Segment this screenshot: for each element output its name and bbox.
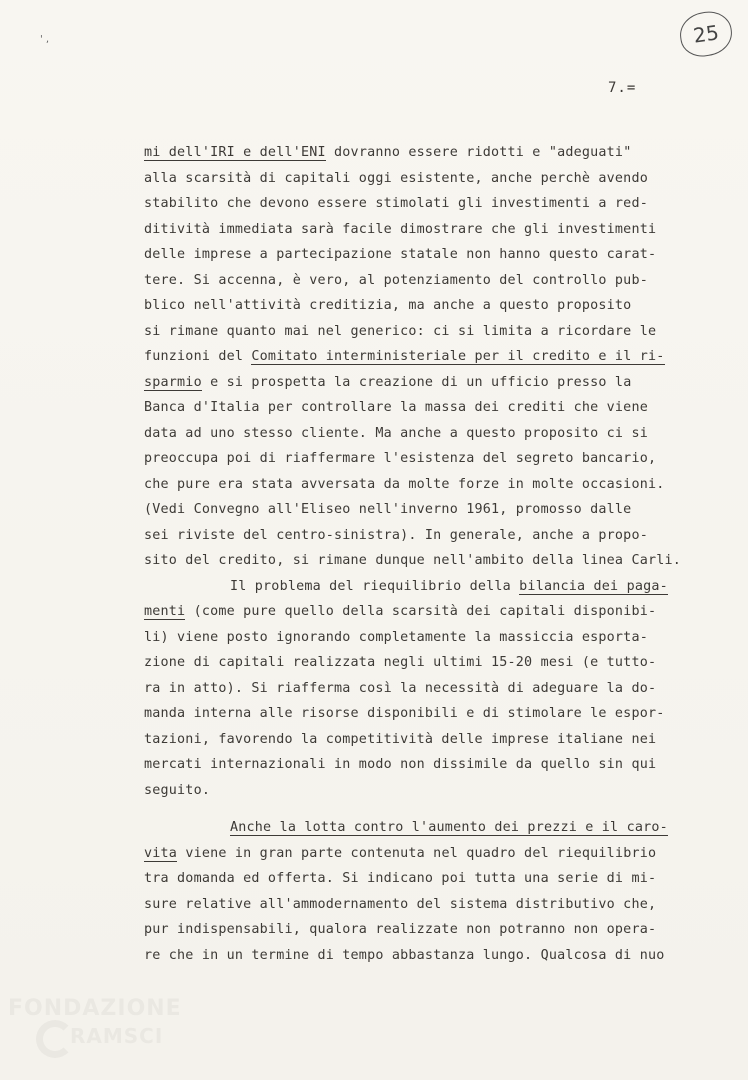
text-line — [144, 841, 704, 867]
text-segment: delle imprese a partecipazione statale non hanno questo carat- — [144, 247, 657, 262]
text-segment: ditività immediata sarà facile dimostrare che gli investimenti — [144, 221, 657, 237]
text-segment: sure relative all'ammodernamento del sistema distributivo che, — [144, 896, 657, 912]
text-segment: data ad uno stesso cliente. Ma anche a questo proposito ci si — [144, 425, 648, 441]
text-segment: Il problema del riequilibrio della — [230, 578, 520, 594]
underlined-text: sparmio — [144, 374, 202, 390]
text-segment: sei riviste del centro-sinistra). In generale, anche a propo- — [144, 527, 648, 543]
text-line — [144, 268, 704, 294]
underlined-text: menti — [144, 604, 186, 619]
text-segment: si rimane quanto mai nel generico: ci si limita a ricordare le — [144, 323, 657, 339]
watermark-bottom: RAMSCI — [70, 1024, 164, 1048]
corner-marks: ' , — [40, 34, 50, 45]
stamp-number: 25 — [691, 20, 721, 48]
text-line — [144, 815, 704, 841]
document-body — [144, 140, 704, 968]
underlined-text: mi dell'IRI e dell'ENI — [144, 145, 326, 160]
text-segment: li) viene posto ignorando completamente la massiccia esporta- — [144, 629, 648, 645]
text-segment: stabilito che devono essere stimolati gli investimenti a red- — [144, 196, 648, 211]
text-line — [144, 599, 704, 625]
underlined-text: Anche la lotta contro l'aumento dei prezzi e il caro- — [230, 820, 668, 835]
text-segment: (come pure quello della scarsità dei capitali disponibi- — [185, 604, 657, 619]
text-line — [144, 892, 704, 918]
text-line — [144, 446, 704, 472]
text-line — [144, 472, 704, 498]
text-line — [144, 866, 704, 892]
text-line — [144, 523, 704, 549]
text-line — [144, 395, 704, 421]
text-line — [144, 166, 704, 192]
text-segment: preoccupa poi di riaffermare l'esistenza del segreto bancario, — [144, 451, 657, 466]
text-line — [144, 242, 704, 268]
watermark-g-logo-icon — [36, 1020, 74, 1058]
text-segment: manda interna alle risorse disponibili e di stimolare le espor- — [144, 706, 665, 721]
text-line — [144, 676, 704, 702]
text-segment: che pure era stata avversata da molte forze in molte occasioni. — [144, 476, 665, 492]
text-line — [144, 497, 704, 523]
text-segment: Banca d'Italia per controllare la massa dei crediti che viene — [144, 400, 648, 415]
text-line — [144, 650, 704, 676]
text-line — [144, 943, 704, 969]
text-segment: blico nell'attività creditizia, ma anche a questo proposito — [144, 298, 632, 313]
fondazione-gramsci-watermark — [8, 996, 208, 1066]
text-segment: sito del credito, si rimane dunque nell'ambito della linea Carli. — [144, 553, 682, 568]
text-line — [144, 319, 704, 345]
text-line — [144, 370, 704, 396]
text-line — [144, 293, 704, 319]
text-line — [144, 625, 704, 651]
text-segment: zione di capitali realizzata negli ultimi 15-20 mesi (e tutto- — [144, 655, 657, 670]
text-line — [144, 421, 704, 447]
text-segment: mercati internazionali in modo non dissimile da quello sin qui — [144, 757, 657, 772]
text-segment: re che in un termine di tempo abbastanza lungo. Qualcosa di nuo — [144, 947, 665, 963]
underlined-text: bilancia dei paga- — [519, 578, 668, 594]
text-segment: dovranno essere ridotti e "adeguati" — [325, 145, 632, 160]
text-line — [144, 140, 704, 166]
text-segment: viene in gran parte contenuta nel quadro del riequilibrio — [177, 845, 657, 861]
text-segment: e si prospetta la creazione di un ufficio presso la — [201, 374, 632, 390]
text-segment: ra in atto). Si riafferma così la necessità di adeguare la do- — [144, 680, 657, 696]
text-line — [144, 191, 704, 217]
text-line — [144, 344, 704, 370]
text-segment: funzioni del — [144, 349, 252, 364]
text-line — [144, 752, 704, 778]
text-line — [144, 574, 704, 600]
text-segment: (Vedi Convegno all'Eliseo nell'inverno 1961, promosso dalle — [144, 502, 632, 517]
text-line — [144, 548, 704, 574]
text-segment: tra domanda ed offerta. Si indicano poi tutta una serie di mi- — [144, 871, 657, 886]
text-line — [144, 778, 704, 804]
text-line — [144, 701, 704, 727]
text-segment: pur indispensabili, qualora realizzate non potranno non opera- — [144, 922, 657, 937]
text-segment: alla scarsità di capitali oggi esistente, anche perchè avendo — [144, 170, 648, 186]
page-stamp — [677, 9, 735, 60]
underlined-text: Comitato interministeriale per il credito e il ri- — [251, 349, 665, 364]
text-segment: seguito. — [144, 782, 211, 798]
text-segment: tazioni, favorendo la competitività delle imprese italiane nei — [144, 731, 657, 747]
text-line — [144, 917, 704, 943]
text-segment: tere. Si accenna, è vero, al potenziamento del controllo pub- — [144, 272, 648, 288]
text-line — [144, 217, 704, 243]
page-number: 7.= — [608, 80, 637, 96]
text-line — [144, 727, 704, 753]
watermark-top: FONDAZIONE — [8, 996, 182, 1021]
underlined-text: vita — [144, 845, 178, 861]
